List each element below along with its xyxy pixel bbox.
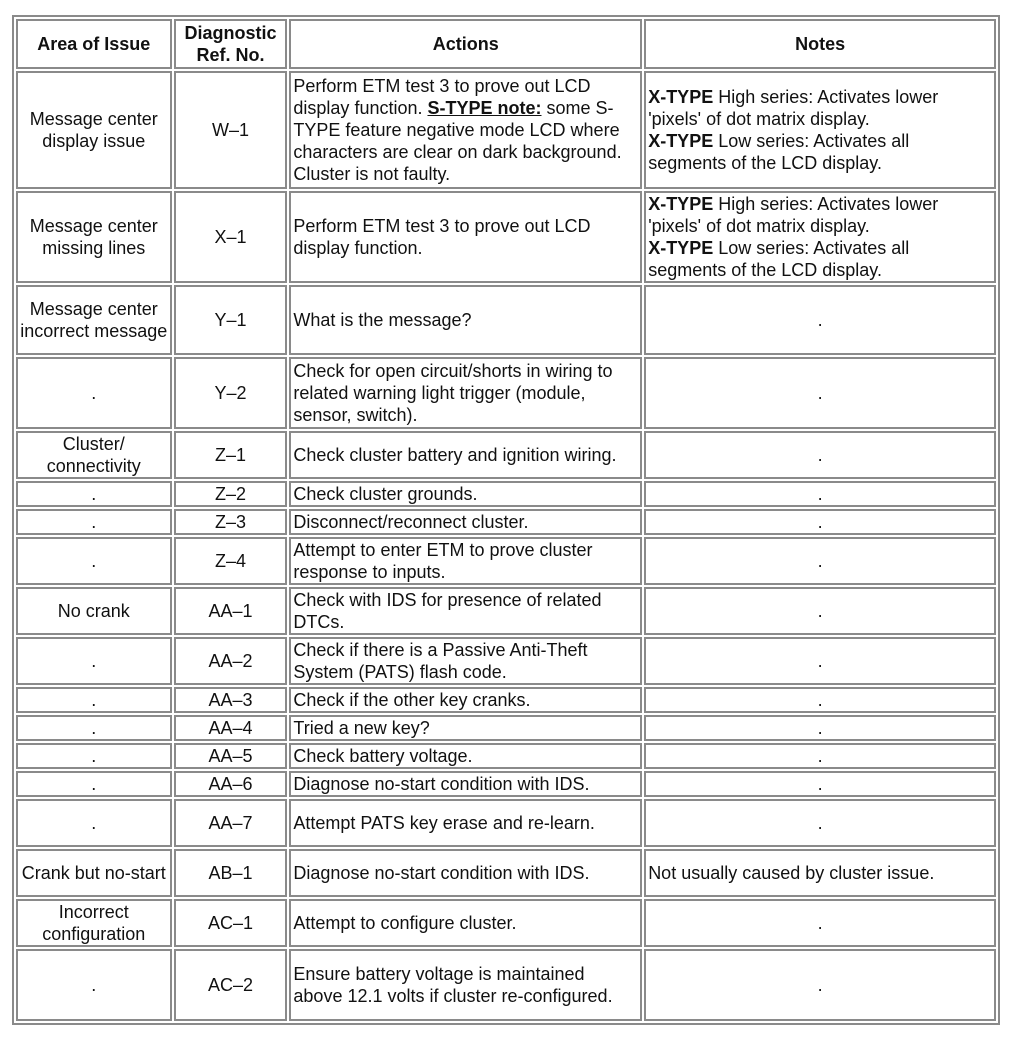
table-row <box>16 537 996 585</box>
header-ref-line1: Diagnostic <box>184 23 277 43</box>
area-cell: . <box>16 481 172 507</box>
action-cell: Diagnose no-start condition with IDS. <box>289 771 642 797</box>
action-cell: Check with IDS for presence of related DTCs. <box>289 587 642 635</box>
action-cell: Check cluster grounds. <box>289 481 642 507</box>
notes-cell: . <box>644 743 996 769</box>
area-cell: No crank <box>16 587 172 635</box>
ref-cell: Z–4 <box>174 537 288 585</box>
ref-cell: Y–2 <box>174 357 288 429</box>
table-row <box>16 285 996 355</box>
notes-cell: . <box>644 481 996 507</box>
table-row <box>16 949 996 1021</box>
xtype-high-text: High series: Activates lower <box>713 194 939 214</box>
header-area: Area of Issue <box>16 19 172 69</box>
action-cell: Attempt to configure cluster. <box>289 899 642 947</box>
table-row <box>16 715 996 741</box>
xtype-high-text: High series: Activates lower <box>713 87 939 107</box>
action-cell: Check if there is a Passive Anti-Theft System (PATS) flash code. <box>289 637 642 685</box>
diagnostic-table <box>12 15 1000 1025</box>
notes-cell: . <box>644 587 996 635</box>
ref-cell: AC–2 <box>174 949 288 1021</box>
area-cell: . <box>16 687 172 713</box>
notes-cell: . <box>644 799 996 847</box>
notes-cell: . <box>644 637 996 685</box>
xtype-low-text: Low series: Activates all <box>713 131 910 151</box>
table-row <box>16 687 996 713</box>
area-cell: . <box>16 357 172 429</box>
ref-cell: Z–1 <box>174 431 288 479</box>
notes-cell: . <box>644 715 996 741</box>
ref-cell: Z–3 <box>174 509 288 535</box>
area-cell: Cluster/ connectivity <box>16 431 172 479</box>
notes-cell: Not usually caused by cluster issue. <box>644 849 996 897</box>
area-cell: . <box>16 949 172 1021</box>
xtype-low-label: X-TYPE <box>648 238 714 258</box>
table-row <box>16 771 996 797</box>
area-cell: . <box>16 799 172 847</box>
xtype-high-label: X-TYPE <box>648 87 714 107</box>
notes-cell: . <box>644 285 996 355</box>
action-cell: Diagnose no-start condition with IDS. <box>289 849 642 897</box>
table-row <box>16 357 996 429</box>
xtype-low-text: Low series: Activates all <box>713 238 910 258</box>
header-ref-line2: Ref. No. <box>196 45 265 65</box>
diagnostic-document <box>12 15 1000 1025</box>
header-notes: Notes <box>644 19 996 69</box>
xtype-high-text-2: 'pixels' of dot matrix display. <box>648 109 870 129</box>
table-row <box>16 481 996 507</box>
xtype-high-label: X-TYPE <box>648 194 714 214</box>
ref-cell: Z–2 <box>174 481 288 507</box>
ref-cell: AC–1 <box>174 899 288 947</box>
xtype-low-text-2: segments of the LCD display. <box>648 260 882 280</box>
ref-cell: AA–6 <box>174 771 288 797</box>
notes-cell: . <box>644 687 996 713</box>
header-row <box>16 19 996 69</box>
area-cell: Message center display issue <box>16 71 172 189</box>
action-cell: Check if the other key cranks. <box>289 687 642 713</box>
action-cell: Perform ETM test 3 to prove out LCD display function. <box>289 191 642 283</box>
notes-cell: . <box>644 431 996 479</box>
table-row <box>16 431 996 479</box>
table-row <box>16 587 996 635</box>
notes-cell <box>644 191 996 283</box>
ref-cell: AA–1 <box>174 587 288 635</box>
notes-cell: . <box>644 899 996 947</box>
action-cell: Attempt PATS key erase and re-learn. <box>289 799 642 847</box>
ref-cell: W–1 <box>174 71 288 189</box>
table-row <box>16 743 996 769</box>
notes-cell: . <box>644 357 996 429</box>
table-row <box>16 191 996 283</box>
action-text: Perform ETM test 3 to prove out LCD display function. <box>293 76 591 118</box>
ref-cell: AA–4 <box>174 715 288 741</box>
ref-cell: Y–1 <box>174 285 288 355</box>
header-ref <box>174 19 288 69</box>
s-type-note-label: S-TYPE note: <box>427 98 542 118</box>
xtype-low-label: X-TYPE <box>648 131 714 151</box>
ref-cell: AA–2 <box>174 637 288 685</box>
action-cell: Ensure battery voltage is maintained above 12.1 volts if cluster re-configured. <box>289 949 642 1021</box>
action-cell <box>289 71 642 189</box>
table-row <box>16 799 996 847</box>
action-cell: Disconnect/reconnect cluster. <box>289 509 642 535</box>
area-cell: . <box>16 509 172 535</box>
ref-cell: X–1 <box>174 191 288 283</box>
ref-cell: AA–3 <box>174 687 288 713</box>
header-actions: Actions <box>289 19 642 69</box>
ref-cell: AA–7 <box>174 799 288 847</box>
area-cell: . <box>16 743 172 769</box>
area-cell: . <box>16 637 172 685</box>
action-cell: Check battery voltage. <box>289 743 642 769</box>
area-cell: Crank but no-start <box>16 849 172 897</box>
ref-cell: AA–5 <box>174 743 288 769</box>
ref-cell: AB–1 <box>174 849 288 897</box>
notes-cell: . <box>644 949 996 1021</box>
action-cell: Check cluster battery and ignition wiring. <box>289 431 642 479</box>
table-row <box>16 637 996 685</box>
area-cell: Message center incorrect message <box>16 285 172 355</box>
action-cell: Tried a new key? <box>289 715 642 741</box>
notes-cell: . <box>644 771 996 797</box>
area-cell: . <box>16 537 172 585</box>
action-cell: Attempt to enter ETM to prove cluster response to inputs. <box>289 537 642 585</box>
table-row <box>16 509 996 535</box>
area-cell: Incorrect configuration <box>16 899 172 947</box>
action-cell: What is the message? <box>289 285 642 355</box>
notes-cell <box>644 71 996 189</box>
area-cell: . <box>16 771 172 797</box>
table-row <box>16 899 996 947</box>
action-cell: Check for open circuit/shorts in wiring to related warning light trigger (module, sensor, switch). <box>289 357 642 429</box>
table-row <box>16 849 996 897</box>
area-cell: Message center missing lines <box>16 191 172 283</box>
table-row <box>16 71 996 189</box>
action-text-cont: some S-TYPE feature negative mode LCD where characters are clear on dark background. Cluster is not faulty. <box>293 98 622 184</box>
xtype-high-text-2: 'pixels' of dot matrix display. <box>648 216 870 236</box>
xtype-low-text-2: segments of the LCD display. <box>648 153 882 173</box>
notes-cell: . <box>644 509 996 535</box>
area-cell: . <box>16 715 172 741</box>
notes-cell: . <box>644 537 996 585</box>
